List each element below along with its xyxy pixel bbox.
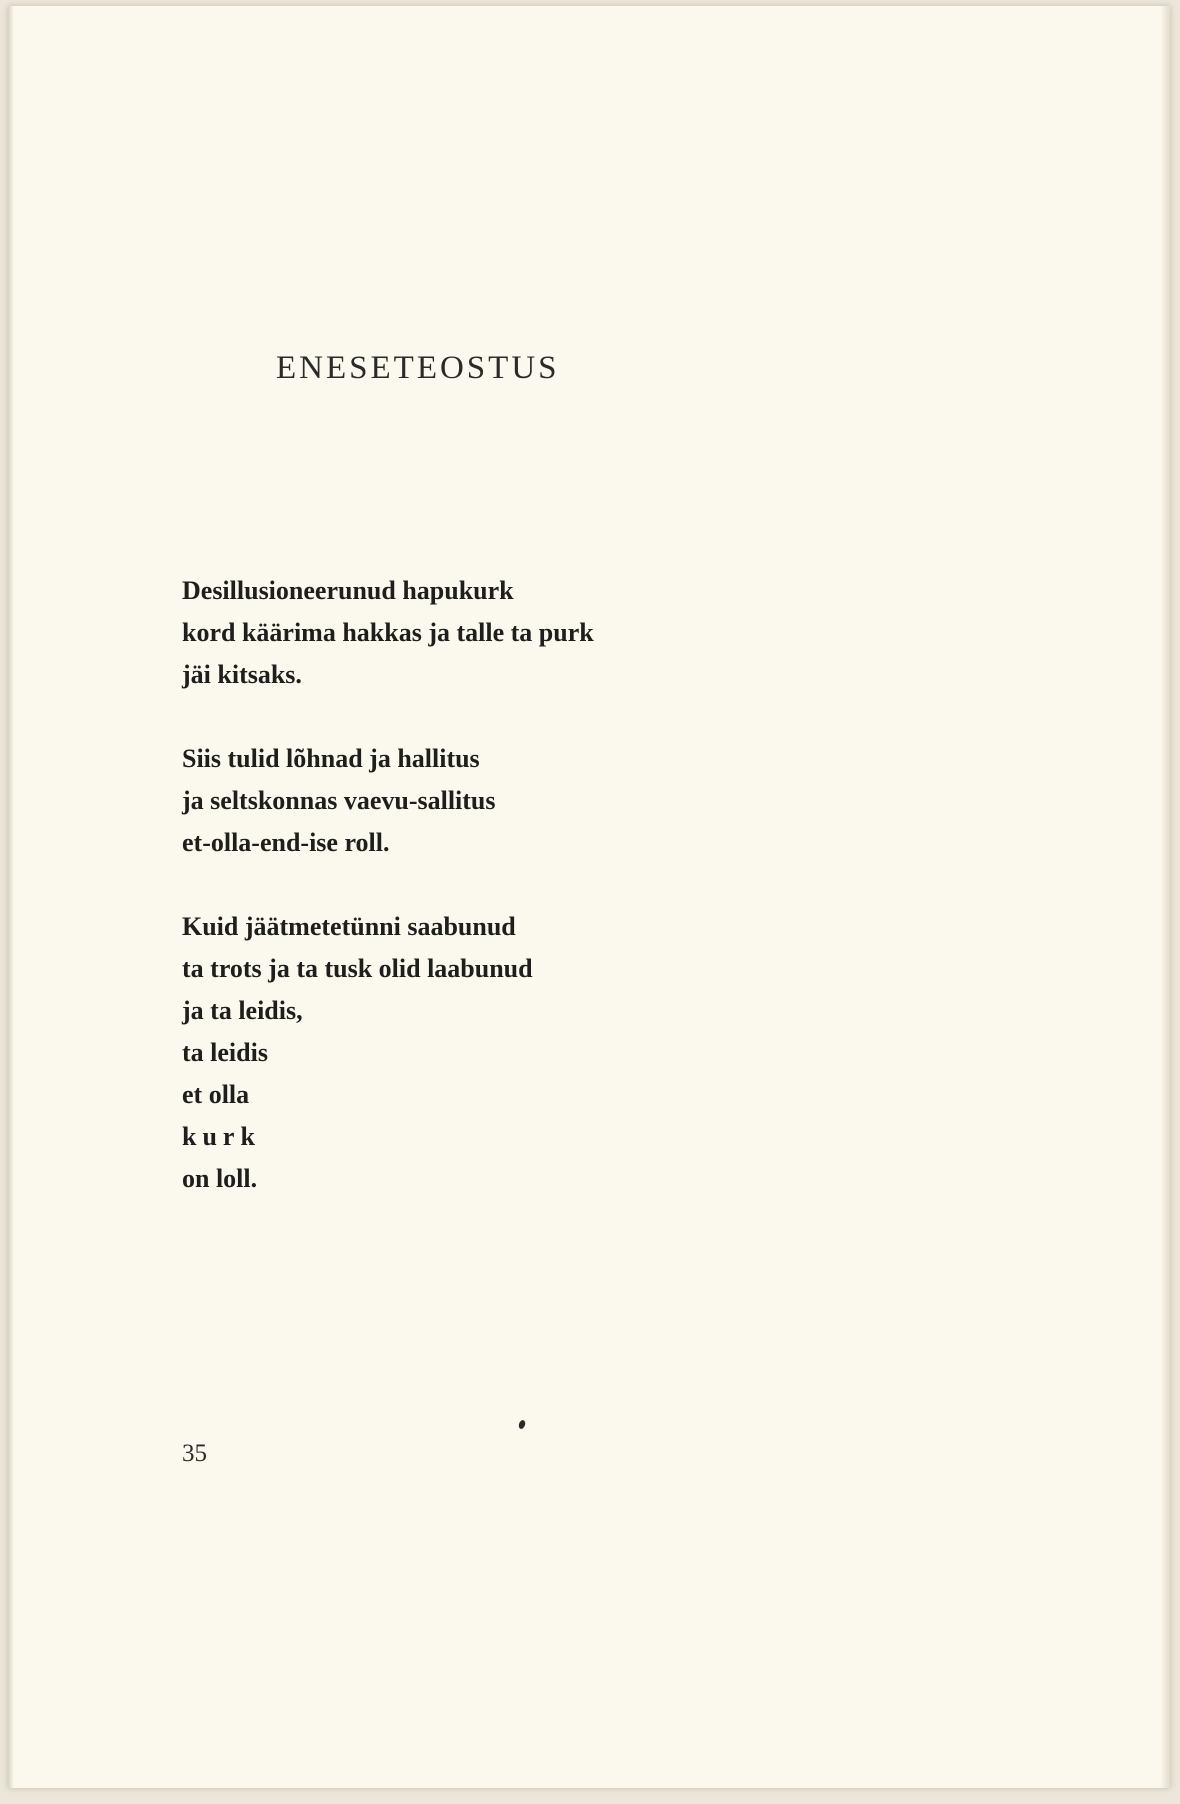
poem-line: et olla <box>182 1080 250 1109</box>
poem-title: ENESETEOSTUS <box>276 350 560 386</box>
poem-line: ja ta leidis, <box>182 996 303 1025</box>
poem-line: ta leidis <box>182 1038 268 1067</box>
poem-line: ja seltskonnas vaevu-sallitus <box>182 786 496 815</box>
stanza-3 <box>182 906 594 1200</box>
poem-line: ta trots ja ta tusk olid laabunud <box>182 954 533 983</box>
book-page <box>8 6 1170 1788</box>
ink-speck <box>518 1419 527 1430</box>
stanza-2 <box>182 738 594 864</box>
poem-line: on loll. <box>182 1164 258 1193</box>
stanza-1 <box>182 570 594 696</box>
poem-line: Siis tulid lõhnad ja hallitus <box>182 744 480 773</box>
poem-line: et-olla-end-ise roll. <box>182 828 390 857</box>
poem-line: Desillusioneerunud hapukurk <box>182 576 514 605</box>
poem-body <box>182 570 594 1242</box>
page-number: 35 <box>182 1440 207 1467</box>
poem-line: kord käärima hakkas ja talle ta purk <box>182 618 594 647</box>
poem-line-spaced: kurk <box>182 1122 261 1151</box>
poem-line: jäi kitsaks. <box>182 660 302 689</box>
poem-line: Kuid jäätmetetünni saabunud <box>182 912 516 941</box>
